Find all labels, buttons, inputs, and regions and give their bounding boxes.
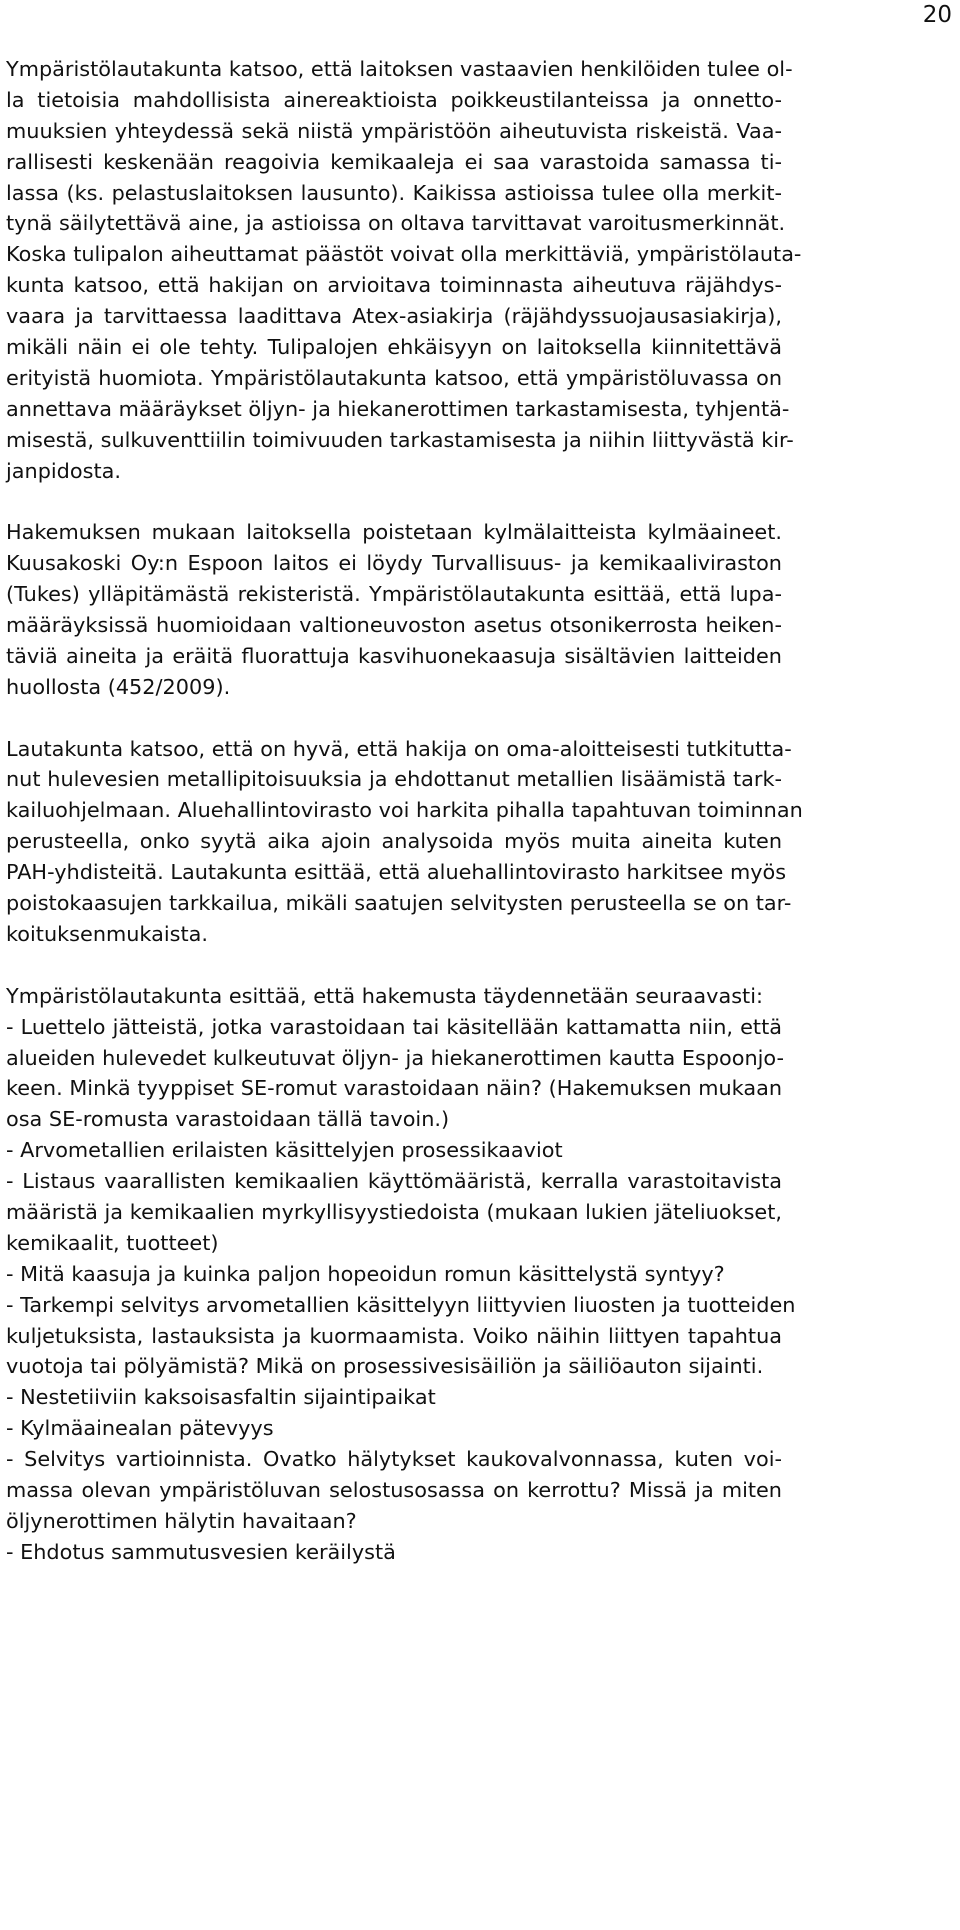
text-line: la tietoisia mahdollisista ainereaktioista poikkeustilanteissa ja onnetto-: [6, 87, 782, 112]
text-line: Lautakunta katsoo, että on hyvä, että hakija on oma-aloitteisesti tutkitutta-: [6, 736, 792, 761]
text-line: - Tarkempi selvitys arvometallien käsittelyyn liittyvien liuosten ja tuotteiden: [6, 1292, 796, 1317]
text-line: koituksenmukaista.: [6, 921, 208, 946]
paragraph: [6, 517, 782, 702]
text-line: janpidosta.: [6, 458, 121, 483]
text-line: - Listaus vaarallisten kemikaalien käyttömääristä, kerralla varastoitavista: [6, 1169, 782, 1194]
text-line: perusteella, onko syytä aika ajoin analysoida myös muita aineita kuten: [6, 829, 782, 854]
text-line: Koska tulipalon aiheuttamat päästöt voivat olla merkittäviä, ympäristölauta-: [6, 242, 802, 267]
text-line: lassa (ks. pelastuslaitoksen lausunto). Kaikissa astioissa tulee olla merkit-: [6, 180, 782, 205]
text-line: muuksien yhteydessä sekä niistä ympäristöön aiheutuvista riskeistä. Vaa-: [6, 118, 782, 143]
text-line: määräyksissä huomioidaan valtioneuvoston asetus otsonikerrosta heiken-: [6, 613, 782, 638]
text-line: nut hulevesien metallipitoisuuksia ja ehdottanut metallien lisäämistä tark-: [6, 767, 782, 792]
text-line: PAH-yhdisteitä. Lautakunta esittää, että aluehallintovirasto harkitsee myös: [6, 860, 787, 885]
text-line: osa SE-romusta varastoidaan tällä tavoin.): [6, 1107, 450, 1132]
paragraph-gap: [6, 703, 782, 734]
text-line: vuotoja tai pölyämistä? Mikä on prosessivesisäiliön ja säiliöauton sijainti.: [6, 1354, 764, 1379]
text-line: misestä, sulkuventtiilin toimivuuden tarkastamisesta ja niihin liittyvästä kir-: [6, 427, 794, 452]
text-line: keen. Minkä tyyppiset SE-romut varastoidaan näin? (Hakemuksen mukaan: [6, 1076, 782, 1101]
text-line: öljynerottimen hälytin havaitaan?: [6, 1508, 357, 1533]
text-line: kuljetuksista, lastauksista ja kuormaamista. Voiko näihin liittyen tapahtua: [6, 1323, 782, 1348]
text-line: massa olevan ympäristöluvan selostusosassa on kerrottu? Missä ja miten: [6, 1477, 782, 1502]
text-line: Ympäristölautakunta katsoo, että laitoksen vastaavien henkilöiden tulee ol-: [6, 57, 793, 81]
text-line: - Nestetiiviin kaksoisasfaltin sijaintipaikat: [6, 1385, 436, 1410]
text-line: kunta katsoo, että hakijan on arvioitava toiminnasta aiheutuva räjähdys-: [6, 273, 782, 298]
text-line: - Mitä kaasuja ja kuinka paljon hopeoidun romun käsittelystä syntyy?: [6, 1261, 725, 1286]
text-line: - Kylmäainealan pätevyys: [6, 1416, 274, 1441]
text-line: Hakemuksen mukaan laitoksella poistetaan kylmälaitteista kylmäaineet.: [6, 520, 782, 545]
text-line: - Selvitys vartioinnista. Ovatko hälytykset kaukovalvonnassa, kuten voi-: [6, 1447, 782, 1472]
text-line: huollosta (452/2009).: [6, 674, 231, 699]
paragraph: [6, 734, 803, 950]
text-line: (Tukes) ylläpitämästä rekisteristä. Ympäristölautakunta esittää, että lupa-: [6, 582, 782, 607]
page-number: 20: [922, 2, 952, 28]
text-line: Ympäristölautakunta esittää, että hakemusta täydennetään seuraavasti:: [6, 983, 763, 1008]
paragraph-gap: [6, 950, 782, 981]
paragraph: [6, 981, 796, 1568]
text-line: erityistä huomiota. Ympäristölautakunta katsoo, että ympäristöluvassa on: [6, 365, 782, 390]
text-line: Kuusakoski Oy:n Espoon laitos ei löydy Turvallisuus- ja kemikaaliviraston: [6, 551, 782, 576]
text-line: täviä aineita ja eräitä fluorattuja kasvihuonekaasuja sisältävien laitteiden: [6, 643, 782, 668]
text-line: määristä ja kemikaalien myrkyllisyystiedoista (mukaan lukien jäteliuokset,: [6, 1199, 782, 1224]
text-line: annettava määräykset öljyn- ja hiekanerottimen tarkastamisesta, tyhjentä-: [6, 396, 790, 421]
text-line: tynä säilytettävä aine, ja astioissa on oltava tarvittavat varoitusmerkinnät.: [6, 211, 786, 236]
text-line: - Arvometallien erilaisten käsittelyjen prosessikaaviot: [6, 1138, 563, 1163]
text-line: poistokaasujen tarkkailua, mikäli saatujen selvitysten perusteella se on tar-: [6, 891, 792, 916]
text-line: alueiden hulevedet kulkeutuvat öljyn- ja hiekanerottimen kautta Espoonjo-: [6, 1045, 785, 1070]
text-line: - Ehdotus sammutusvesien keräilystä: [6, 1539, 396, 1564]
paragraph-gap: [6, 486, 782, 517]
text-line: kailuohjelmaan. Aluehallintovirasto voi harkita pihalla tapahtuvan toiminnan: [6, 798, 803, 823]
text-line: - Luettelo jätteistä, jotka varastoidaan tai käsitellään kattamatta niin, että: [6, 1014, 782, 1039]
text-line: mikäli näin ei ole tehty. Tulipalojen ehkäisyyn on laitoksella kiinnitettävä: [6, 335, 782, 360]
text-line: kemikaalit, tuotteet): [6, 1230, 219, 1255]
text-line: vaara ja tarvittaessa laadittava Atex-asiakirja (räjähdyssuojausasiakirja),: [6, 304, 782, 329]
text-line: rallisesti keskenään reagoivia kemikaaleja ei saa varastoida samassa ti-: [6, 149, 782, 174]
paragraph: [6, 54, 802, 486]
document-body: [6, 54, 803, 1568]
